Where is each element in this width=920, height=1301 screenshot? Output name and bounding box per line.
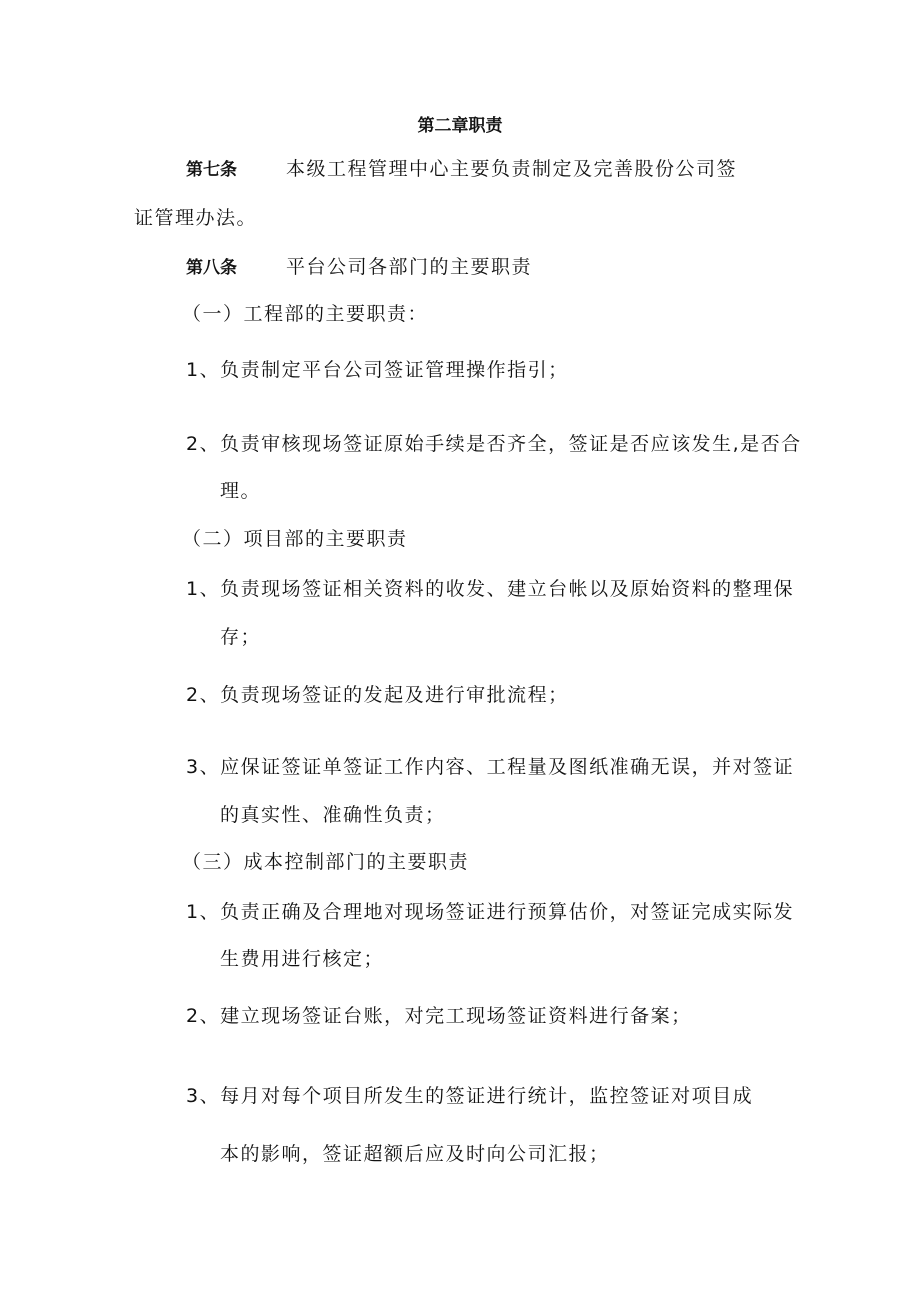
section2-item1-line1: 1、负责现场签证相关资料的收发、建立台帐以及原始资料的整理保 bbox=[186, 578, 795, 600]
section3-item3-line2: 本的影响，签证超额后应及时向公司汇报； bbox=[220, 1143, 610, 1165]
section2-heading: （二）项目部的主要职责 bbox=[182, 528, 408, 550]
chapter-title: 第二章职责 bbox=[417, 116, 503, 136]
article7-label: 第七条 bbox=[186, 160, 237, 180]
article8-label: 第八条 bbox=[186, 258, 237, 278]
article7-text-line2: 证管理办法。 bbox=[134, 207, 258, 229]
article7-text-line1: 本级工程管理中心主要负责制定及完善股份公司签 bbox=[286, 158, 738, 180]
section3-item1-line2: 生费用进行核定； bbox=[220, 948, 385, 970]
section2-item3-line1: 3、应保证签证单签证工作内容、工程量及图纸准确无误，并对签证 bbox=[186, 756, 795, 778]
section3-item2: 2、建立现场签证台账，对完工现场签证资料进行备案； bbox=[186, 1005, 692, 1027]
section3-item1-line1: 1、负责正确及合理地对现场签证进行预算估价，对签证完成实际发 bbox=[186, 901, 795, 923]
section1-heading: （一）工程部的主要职责： bbox=[182, 303, 429, 325]
article8-text: 平台公司各部门的主要职责 bbox=[286, 256, 533, 278]
section2-item1-line2: 存； bbox=[220, 626, 262, 648]
section3-heading: （三）成本控制部门的主要职责 bbox=[182, 851, 470, 873]
section1-item1: 1、负责制定平台公司签证管理操作指引； bbox=[186, 359, 569, 381]
section2-item3-line2: 的真实性、准确性负责； bbox=[220, 804, 446, 826]
section3-item3-line1: 3、每月对每个项目所发生的签证进行统计，监控签证对项目成 bbox=[186, 1085, 754, 1107]
section2-item2: 2、负责现场签证的发起及进行审批流程； bbox=[186, 684, 569, 706]
section1-item2-line2: 理。 bbox=[220, 480, 262, 502]
section1-item2-line1: 2、负责审核现场签证原始手续是否齐全，签证是否应该发生,是否合 bbox=[186, 433, 802, 455]
